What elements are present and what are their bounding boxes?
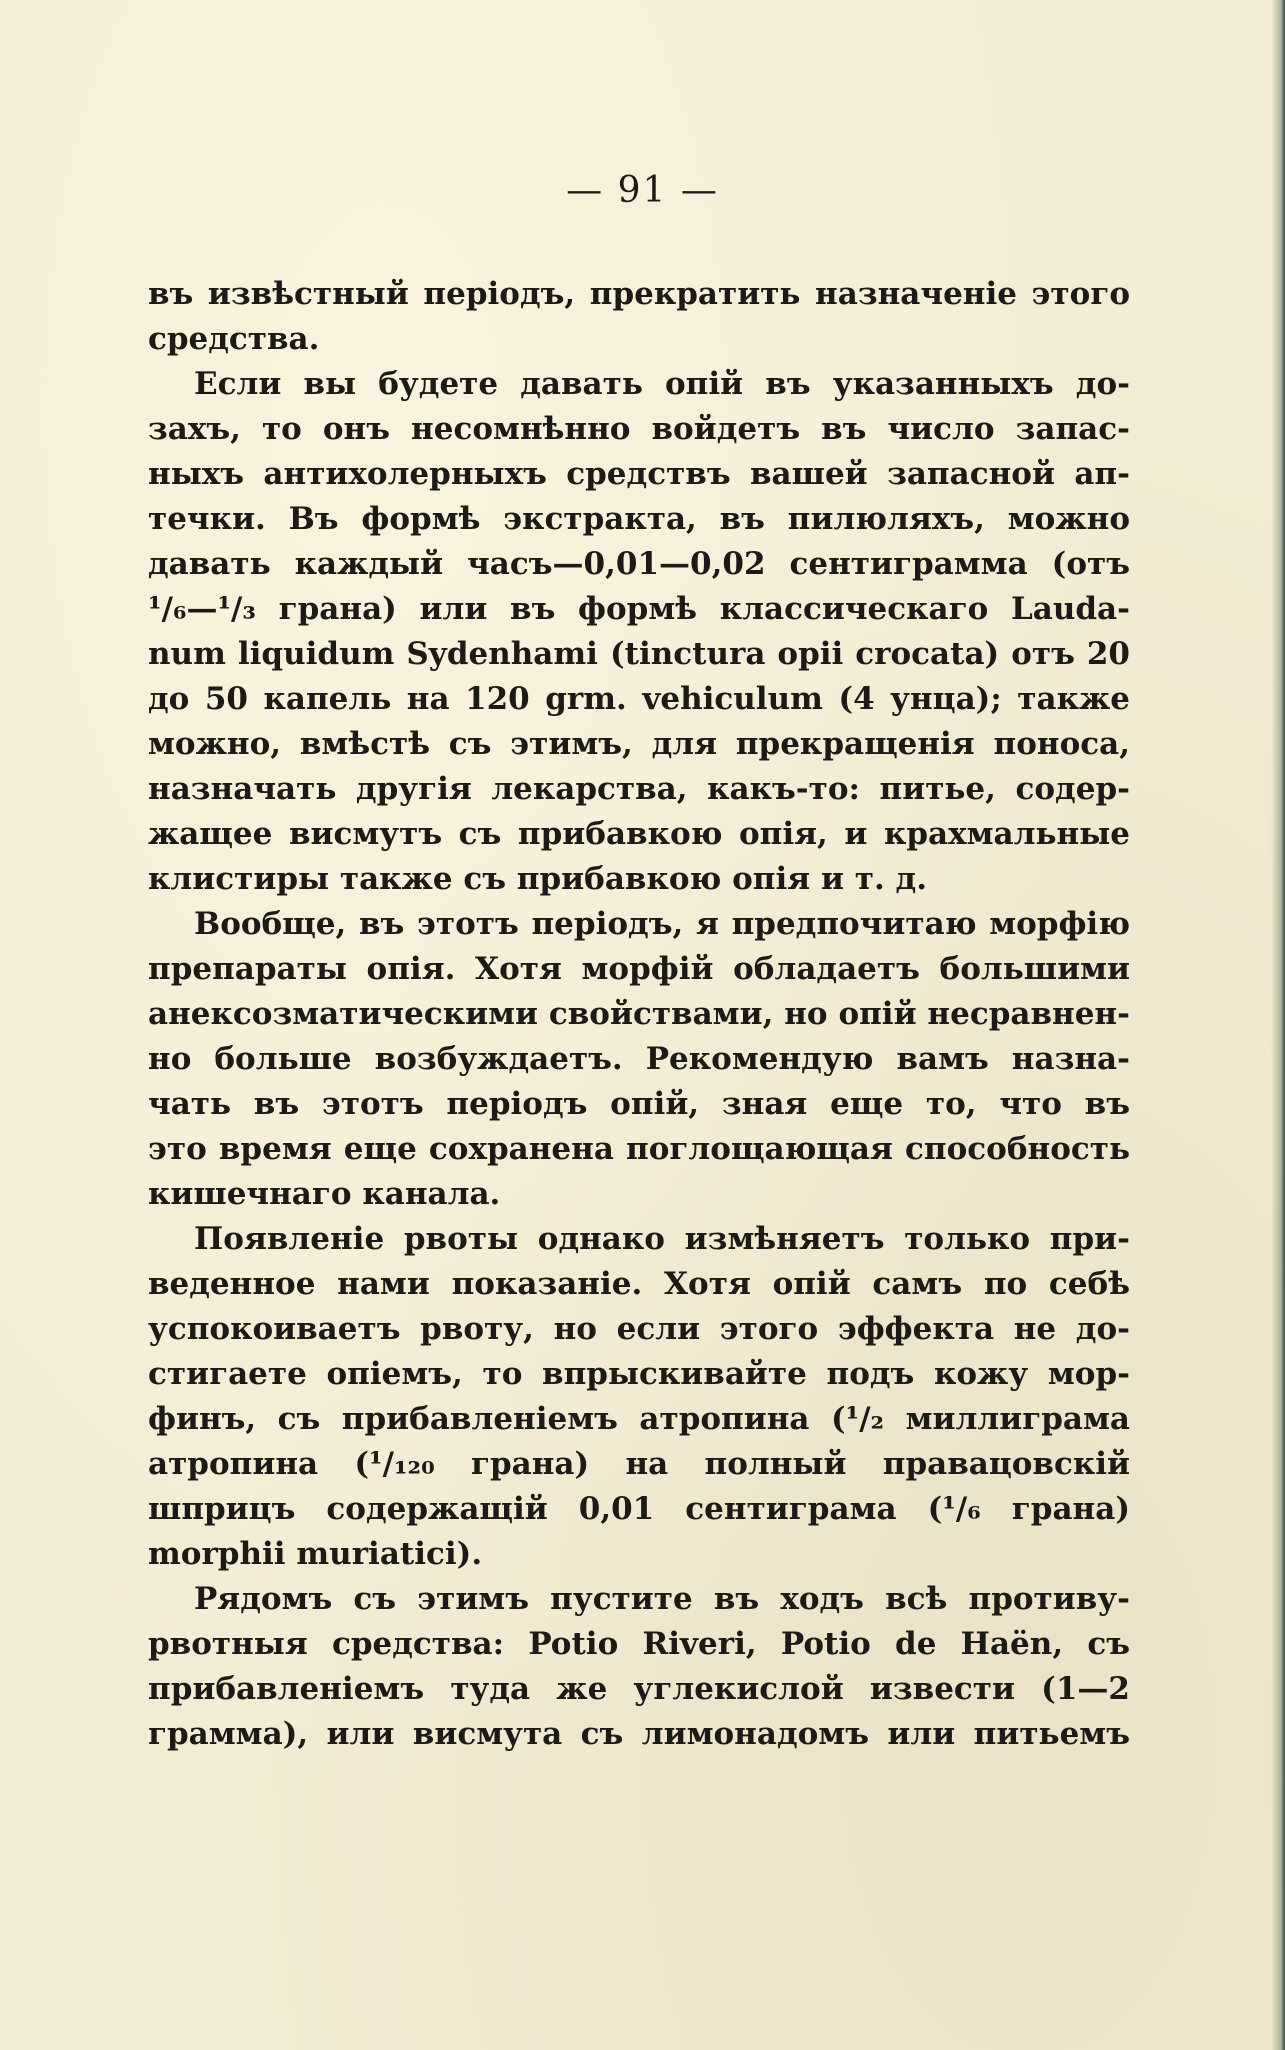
text-line: въ извѣстный періодъ, прекратить назначеніе этого xyxy=(148,276,1130,312)
text-line: финъ, съ прибавленіемъ атропина (¹/₂ миллиграма xyxy=(148,1401,1130,1437)
text-line: чать въ этотъ періодъ опій, зная еще то, что въ xyxy=(148,1086,1130,1122)
text-line: но больше возбуждаетъ. Рекомендую вамъ назна- xyxy=(148,1041,1130,1077)
text-line: препараты опія. Хотя морфій обладаетъ большими xyxy=(148,951,1130,987)
text-line: клистиры также съ прибавкою опія и т. д. xyxy=(148,861,927,897)
text-line: morphii muriatici). xyxy=(148,1536,483,1572)
text-line: рвотныя средства: Potio Riveri, Potio de Haën, съ xyxy=(148,1626,1130,1662)
text-line: прибавленіемъ туда же углекислой извести (1—2 xyxy=(148,1671,1130,1707)
text-line: давать каждый часъ—0,01—0,02 сентиграмма (отъ xyxy=(148,546,1130,582)
text-line: шприцъ содержащій 0,01 сентиграма (¹/₆ грана) xyxy=(148,1491,1130,1527)
page-number: — 91 — xyxy=(566,170,719,211)
text-line: Если вы будете давать опій въ указанныхъ до- xyxy=(194,366,1130,402)
text-line: успокоиваетъ рвоту, но если этого эффекта не до- xyxy=(148,1311,1130,1347)
body-text xyxy=(148,272,1130,1757)
text-line: течки. Въ формѣ экстракта, въ пилюляхъ, можно xyxy=(148,501,1130,537)
text-line: атропина (¹/₁₂₀ грана) на полный правацовскій xyxy=(148,1446,1130,1482)
text-line: стигаете опіемъ, то впрыскивайте подъ кожу мор- xyxy=(148,1356,1130,1392)
text-line: захъ, то онъ несомнѣнно войдетъ въ число запас- xyxy=(148,411,1130,447)
text-line: Рядомъ съ этимъ пустите въ ходъ всѣ противу- xyxy=(194,1581,1130,1617)
text-line: Появленіе рвоты однако измѣняетъ только при- xyxy=(194,1221,1130,1257)
text-line: ныхъ антихолерныхъ средствъ вашей запасной ап- xyxy=(148,456,1130,492)
text-line: назначать другія лекарства, какъ-то: питье, содер- xyxy=(148,771,1130,807)
text-line: анексозматическими свойствами, но опій несравнен- xyxy=(148,996,1130,1032)
text-line: жащее висмутъ съ прибавкою опія, и крахмальные xyxy=(148,816,1130,852)
text-line: грамма), или висмута съ лимонадомъ или питьемъ xyxy=(148,1716,1130,1752)
text-line: можно, вмѣстѣ съ этимъ, для прекращенія поноса, xyxy=(148,726,1130,762)
text-line: num liquidum Sydenhami (tinctura opii crocata) отъ 20 xyxy=(148,636,1130,672)
text-line: веденное нами показаніе. Хотя опій самъ по себѣ xyxy=(148,1266,1130,1302)
text-line: кишечнаго канала. xyxy=(148,1176,501,1212)
text-line: до 50 капель на 120 grm. vehiculum (4 унца); также xyxy=(148,681,1130,717)
text-line: средства. xyxy=(148,321,320,357)
page-edge xyxy=(1271,0,1285,2050)
text-line: это время еще сохранена поглощающая способность xyxy=(148,1131,1130,1167)
text-line: ¹/₆—¹/₃ грана) или въ формѣ классическаго Lauda- xyxy=(148,591,1130,627)
text-line: Вообще, въ этотъ періодъ, я предпочитаю морфію xyxy=(194,906,1130,942)
